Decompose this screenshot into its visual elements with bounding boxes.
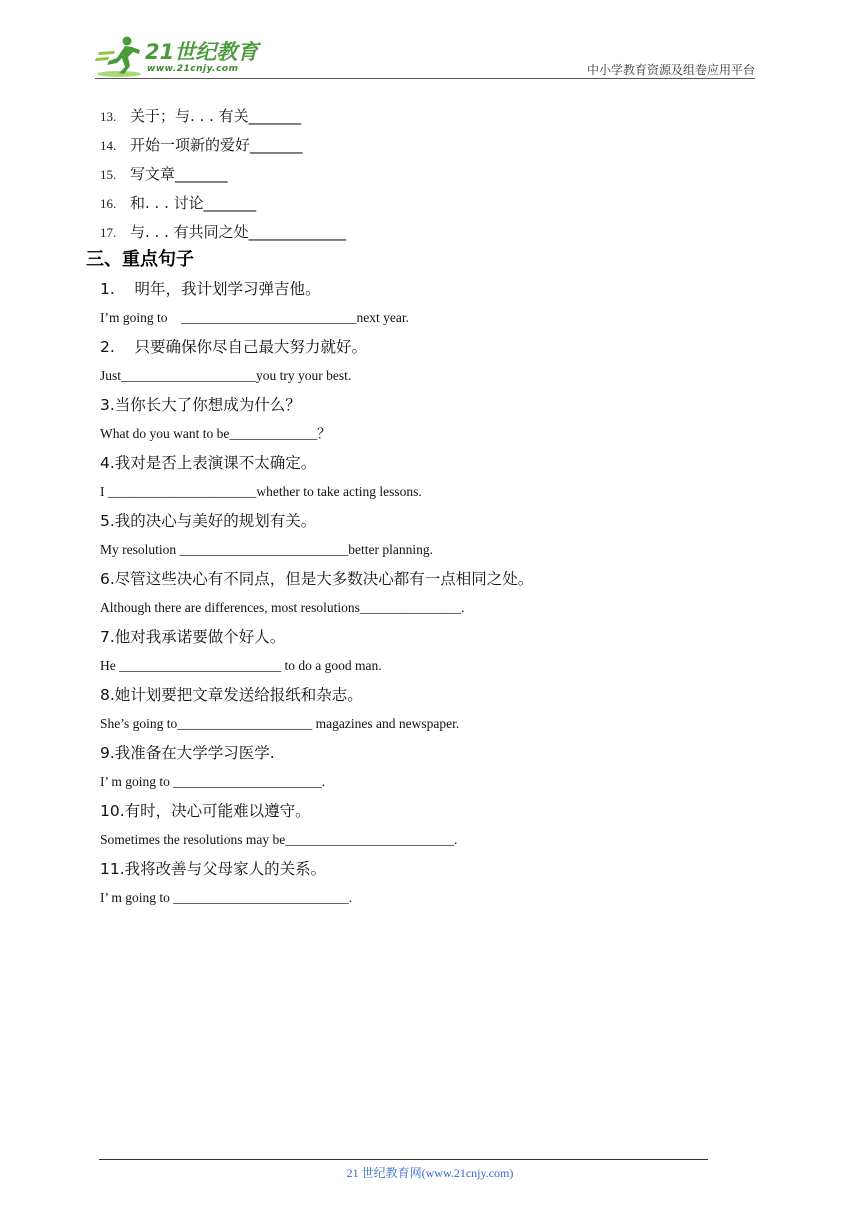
vocab-list	[100, 102, 700, 247]
header-divider	[95, 78, 755, 79]
sentence-item	[100, 274, 740, 332]
chinese-sentence: 5.我的决心与美好的规划有关。	[100, 512, 317, 530]
item-text: 与. . . 有共同之处_____________	[130, 223, 347, 241]
chinese-sentence: 4.我对是否上表演课不太确定。	[100, 454, 317, 472]
list-item	[100, 189, 700, 218]
chinese-sentence: 7.他对我承诺要做个好人。	[100, 628, 286, 646]
footer-text: 21 世纪教育网(www.21cnjy.com)	[346, 1166, 514, 1180]
english-sentence: My resolution _________________________better planning.	[100, 542, 433, 557]
item-number: 16.	[100, 196, 117, 211]
item-number: 14.	[100, 138, 117, 153]
section-title: 三、重点句子	[86, 249, 194, 270]
item-text: 和. . . 讨论_______	[130, 194, 257, 212]
item-text: 写文章_______	[130, 165, 228, 183]
chinese-sentence: 8.她计划要把文章发送给报纸和杂志。	[100, 686, 363, 704]
list-item	[100, 218, 700, 247]
item-number: 17.	[100, 225, 117, 240]
english-sentence: She’s going to____________________ magazines and newspaper.	[100, 716, 460, 731]
sentence-item	[100, 448, 740, 506]
english-sentence: He ________________________ to do a good man.	[100, 658, 382, 673]
sentence-item	[100, 332, 740, 390]
logo-text: 21世纪教育	[145, 40, 259, 64]
chinese-sentence: 2. 只要确保你尽自己最大努力就好。	[100, 338, 367, 356]
item-number: 13.	[100, 109, 117, 124]
chinese-sentence: 10.有时，决心可能难以遵守。	[100, 802, 311, 820]
sentence-item	[100, 796, 740, 854]
english-sentence: Although there are differences, most resolutions_______________.	[100, 600, 465, 615]
header-platform-text: 中小学教育资源及组卷应用平台	[586, 63, 755, 77]
item-text: 开始一项新的爱好_______	[130, 136, 303, 154]
english-sentence: I ______________________whether to take acting lessons.	[100, 484, 422, 499]
sentence-item	[100, 680, 740, 738]
english-sentence: Sometimes the resolutions may be_________________________.	[100, 832, 458, 847]
chinese-sentence: 9.我准备在大学学习医学.	[100, 744, 275, 762]
sentence-item	[100, 506, 740, 564]
list-item	[100, 102, 700, 131]
english-sentence: I’m going to __________________________next year.	[100, 310, 409, 325]
english-sentence: I’ m going to ______________________.	[100, 774, 326, 789]
sentence-item	[100, 390, 740, 448]
chinese-sentence: 11.我将改善与父母家人的关系。	[100, 860, 327, 878]
logo-url: www.21cnjy.com	[147, 64, 239, 74]
item-text: 关于；与. . . 有关_______	[130, 107, 302, 125]
english-sentence: Just____________________you try your best.	[100, 368, 352, 383]
item-number: 15.	[100, 167, 117, 182]
sentence-item	[100, 622, 740, 680]
footer-divider	[99, 1159, 708, 1160]
english-sentence: I’ m going to __________________________.	[100, 890, 353, 905]
list-item	[100, 160, 700, 189]
list-item	[100, 131, 700, 160]
chinese-sentence: 1. 明年，我计划学习弹吉他。	[100, 280, 321, 298]
page-header	[95, 32, 755, 80]
english-sentence: What do you want to be_____________？	[100, 426, 331, 441]
sentence-item	[100, 564, 740, 622]
chinese-sentence: 6.尽管这些决心有不同点，但是大多数决心都有一点相同之处。	[100, 570, 534, 588]
sentence-list	[100, 274, 740, 912]
sentence-item	[100, 854, 740, 912]
sentence-item	[100, 738, 740, 796]
site-logo	[95, 34, 265, 78]
running-man-logo-icon	[95, 34, 147, 78]
chinese-sentence: 3.当你长大了你想成为什么？	[100, 396, 301, 414]
